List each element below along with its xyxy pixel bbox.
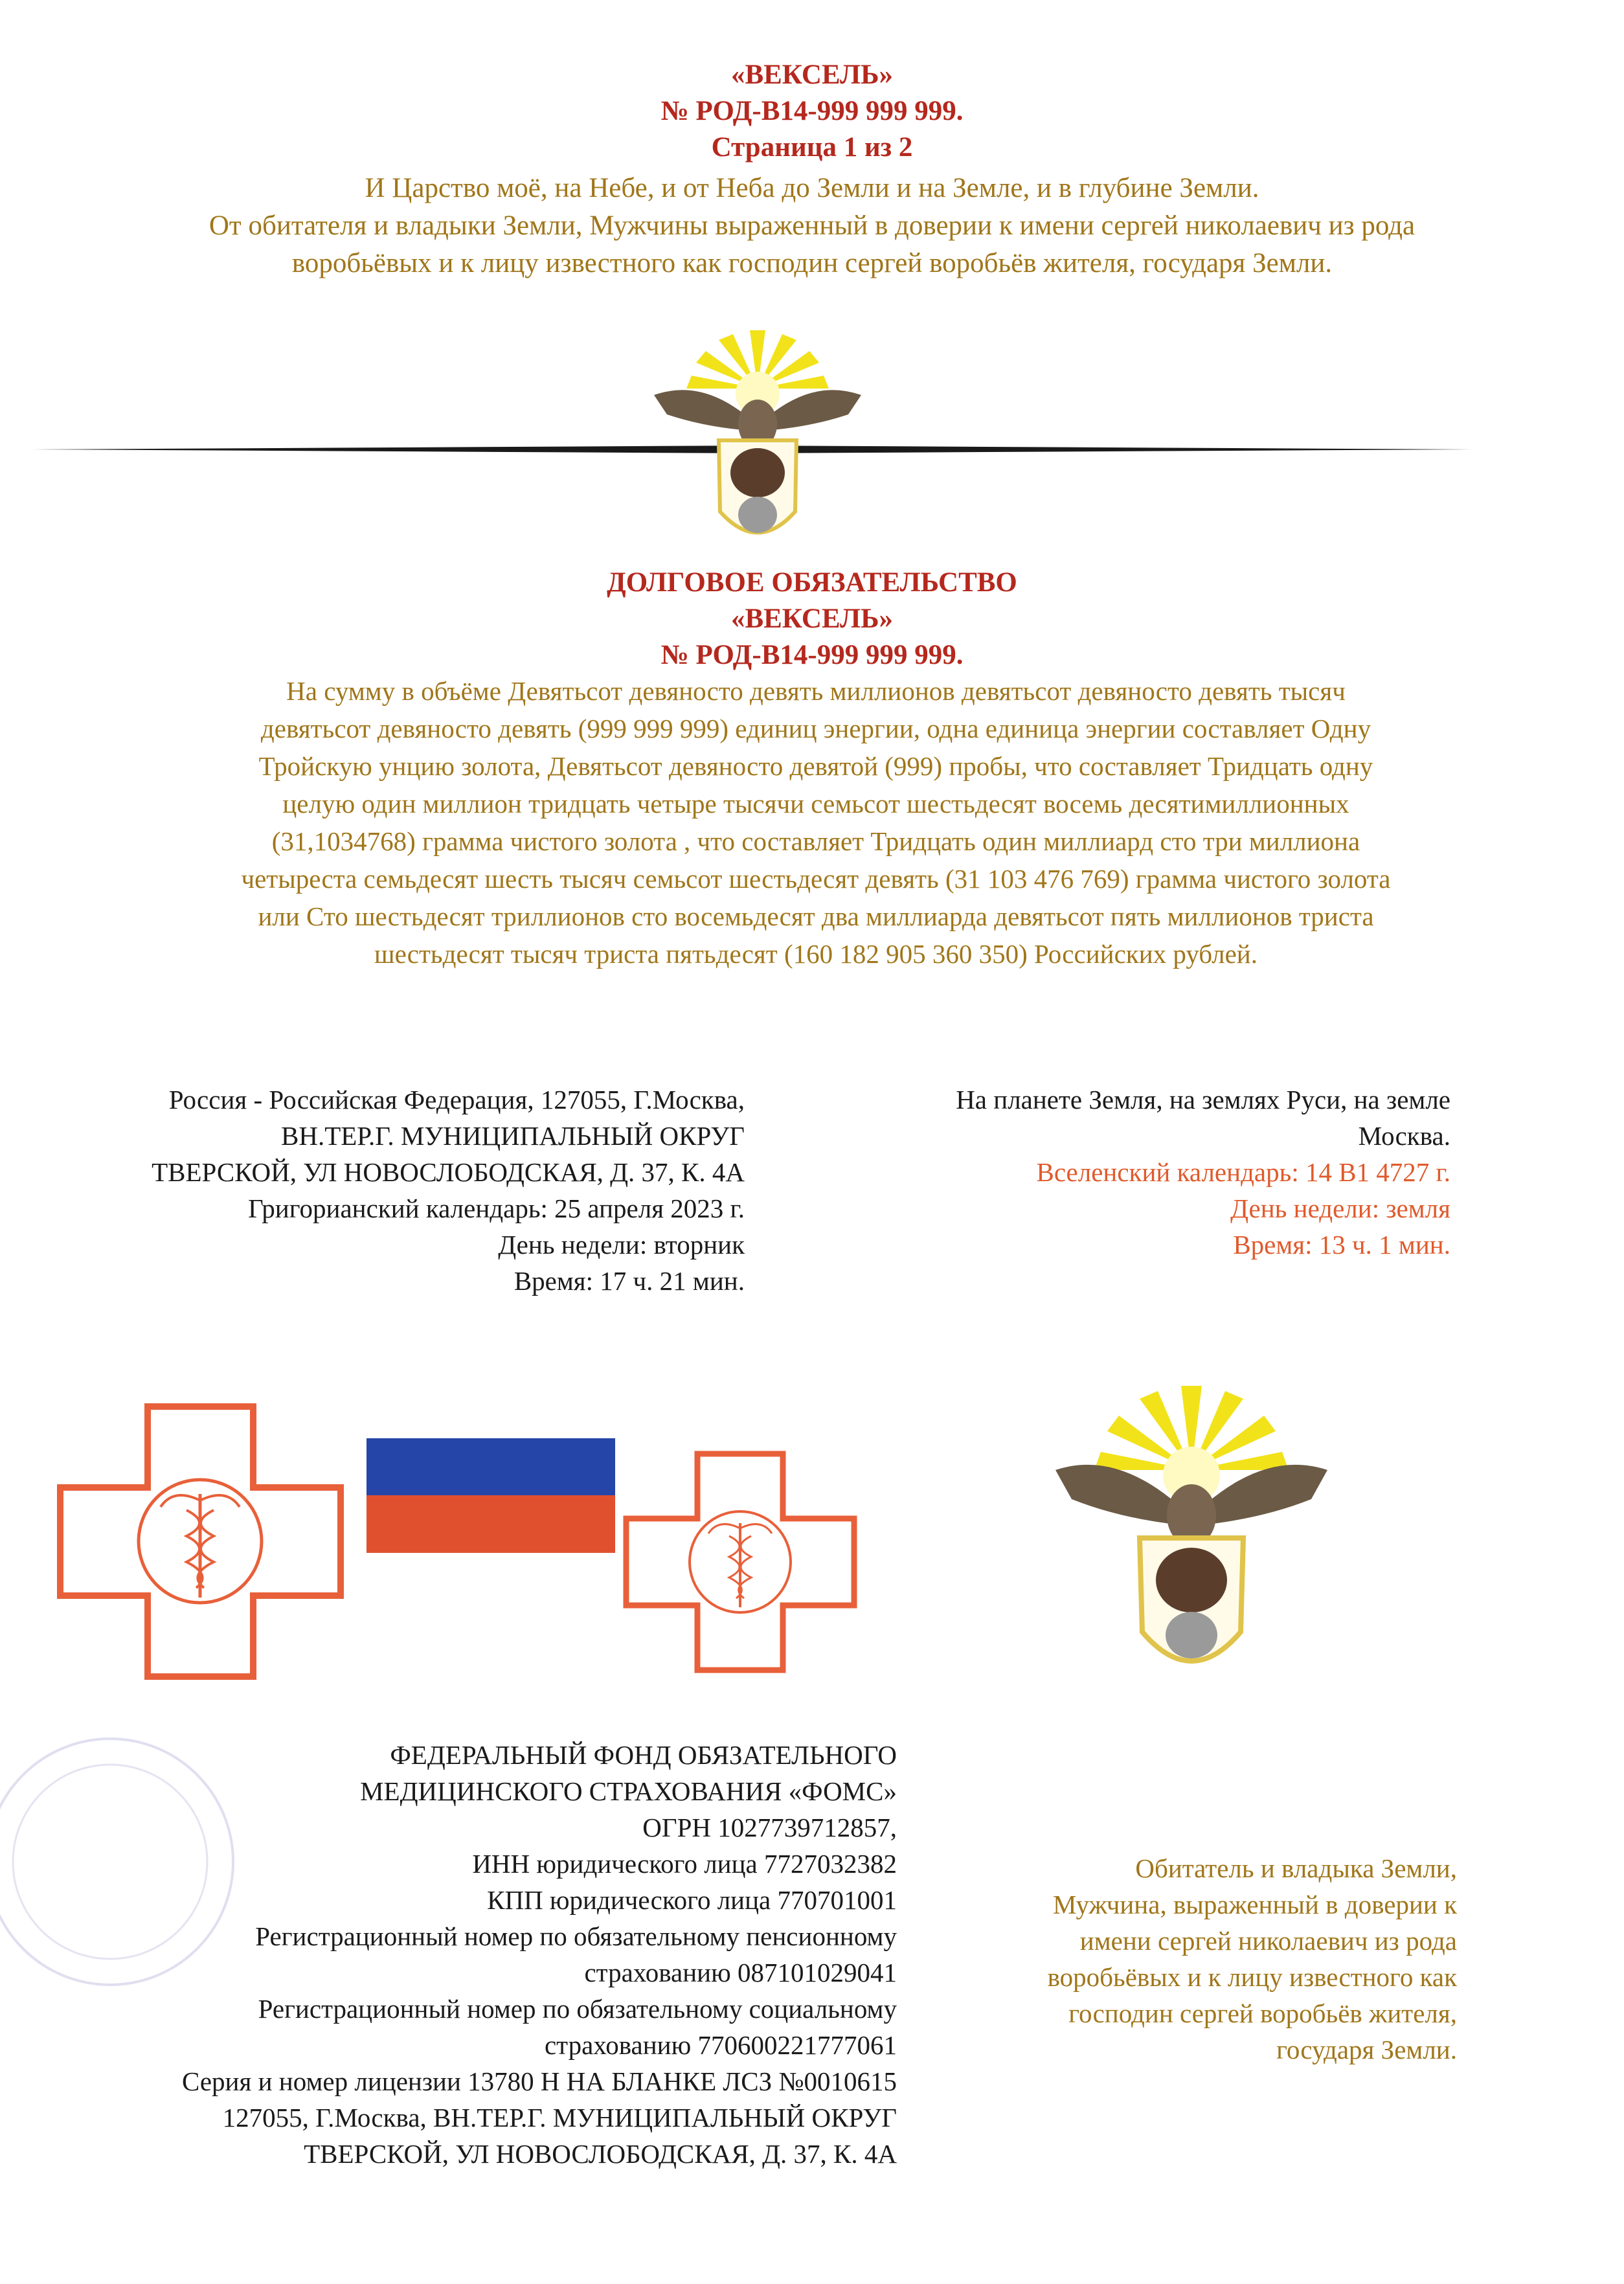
debt-subtitle-line: «ВЕКСЕЛЬ» — [730, 604, 894, 634]
fund-ogrn: ОГРН 1027739712857, — [642, 1813, 897, 1842]
debt-title-line: ДОЛГОВОЕ ОБЯЗАТЕЛЬСТВО — [607, 567, 1017, 598]
debt-body-line: целую один миллион тридцать четыре тысячи семьсот шестьдесят восемь десятимиллионных — [282, 789, 1349, 819]
debt-body-line: Тройскую унцию золота, Девятьсот девяносто девятой (999) пробы, что составляет Тридцать одну — [258, 751, 1373, 781]
eagle-bear-emblem-icon — [641, 317, 874, 560]
debt-title-block — [0, 565, 1624, 673]
intro-line: воробьёвых и к лицу известного как господин сергей воробьёв жителя, государя Земли. — [291, 248, 1333, 278]
debt-number-line: № РОД-В14-999 999 999. — [660, 640, 964, 670]
time: Время: 17 ч. 21 мин. — [513, 1266, 745, 1296]
header-intro — [97, 170, 1527, 282]
fund-social-reg: Регистрационный номер по обязательному социальному — [258, 1994, 897, 2024]
fund-kpp: КПП юридического лица 770701001 — [487, 1885, 897, 1915]
owner-line: Обитатель и владыка Земли, — [1135, 1853, 1457, 1883]
debt-body-line: девятьсот девяносто девять (999 999 999) единиц энергии, одна единица энергии составляет Одну — [260, 714, 1371, 743]
fund-pension-reg-number: страхованию 087101029041 — [584, 1958, 897, 1987]
fund-pension-reg: Регистрационный номер по обязательному пенсионному — [255, 1921, 897, 1951]
fund-license: Серия и номер лицензии 13780 Н НА БЛАНКЕ ЛСЗ №0010615 — [182, 2066, 897, 2096]
planet-line: На планете Земля, на землях Руси, на земле — [956, 1085, 1450, 1114]
owner-line: имени сергей николаевич из рода — [1079, 1926, 1457, 1956]
debt-body — [52, 672, 1580, 973]
owner-line: государя Земли. — [1276, 2035, 1457, 2064]
debt-body-line: (31,1034768) грамма чистого золота , что составляет Тридцать один миллиард сто три миллиона — [271, 826, 1360, 856]
universal-calendar: Вселенский календарь: 14 В1 4727 г. — [1036, 1157, 1450, 1187]
fund-name-line: МЕДИЦИНСКОГО СТРАХОВАНИЯ «ФОМС» — [360, 1776, 897, 1806]
fund-address-line: ТВЕРСКОЙ, УЛ НОВОСЛОБОДСКАЯ, Д. 37, К. 4А — [304, 2139, 897, 2169]
debt-body-line: На сумму в объёме Девятьсот девяносто девять миллионов девятьсот девяносто девять тысяч — [286, 676, 1346, 706]
gregorian-date: Григорианский календарь: 25 апреля 2023 г. — [248, 1193, 745, 1223]
debt-body-line: четыреста семьдесят шесть тысяч семьсот шестьдесят девять (31 103 476 769) грамма чистого золота — [241, 864, 1391, 894]
header-title-line: «ВЕКСЕЛЬ» — [730, 60, 894, 90]
address-line: Россия - Российская Федерация, 127055, Г.Москва, — [168, 1085, 745, 1114]
intro-line: И Царство моё, на Небе, и от Неба до Земли и на Земле, и в глубине Земли. — [365, 173, 1259, 203]
universal-weekday: День недели: земля — [1230, 1193, 1450, 1223]
intro-line: От обитателя и владыки Земли, Мужчины выраженный в доверии к имени сергей николаевич из рода — [209, 210, 1415, 241]
owner-block — [926, 1850, 1457, 2068]
right-address-block — [796, 1081, 1450, 1263]
header-page-line: Страница 1 из 2 — [711, 132, 913, 163]
medical-cross-icon — [57, 1403, 344, 1680]
address-line: ВН.ТЕР.Г. МУНИЦИПАЛЬНЫЙ ОКРУГ — [281, 1121, 745, 1151]
address-line: ТВЕРСКОЙ, УЛ НОВОСЛОБОДСКАЯ, Д. 37, К. 4А — [152, 1157, 745, 1187]
debt-body-line: или Сто шестьдесят триллионов сто восемьдесят два миллиарда девятьсот пять миллионов триста — [258, 901, 1374, 931]
fund-social-reg-number: страхованию 770600221777061 — [544, 2030, 897, 2060]
fund-inn: ИНН юридического лица 7727032382 — [472, 1849, 897, 1879]
russian-flag-icon — [367, 1438, 615, 1553]
fund-address-line: 127055, Г.Москва, ВН.ТЕР.Г. МУНИЦИПАЛЬНЫЙ ОКРУГ — [222, 2103, 897, 2132]
header-title-block — [0, 57, 1624, 166]
owner-line: воробьёвых и к лицу известного как — [1047, 1962, 1457, 1992]
city-line: Москва. — [1358, 1121, 1450, 1151]
medical-cross-icon — [623, 1451, 857, 1673]
fund-name-line: ФЕДЕРАЛЬНЫЙ ФОНД ОБЯЗАТЕЛЬНОГО — [390, 1740, 897, 1770]
owner-line: Мужчина, выраженный в доверии к — [1053, 1890, 1457, 1919]
fund-block — [26, 1737, 897, 2172]
owner-line: господин сергей воробьёв жителя, — [1068, 1998, 1457, 2028]
weekday: День недели: вторник — [498, 1230, 745, 1260]
header-number-line: № РОД-В14-999 999 999. — [660, 96, 964, 126]
eagle-bear-emblem-icon — [1043, 1373, 1340, 1697]
left-address-block — [26, 1081, 745, 1299]
debt-body-line: шестьдесят тысяч триста пятьдесят (160 182 905 360 350) Российских рублей. — [374, 939, 1257, 969]
universal-time: Время: 13 ч. 1 мин. — [1233, 1230, 1450, 1260]
